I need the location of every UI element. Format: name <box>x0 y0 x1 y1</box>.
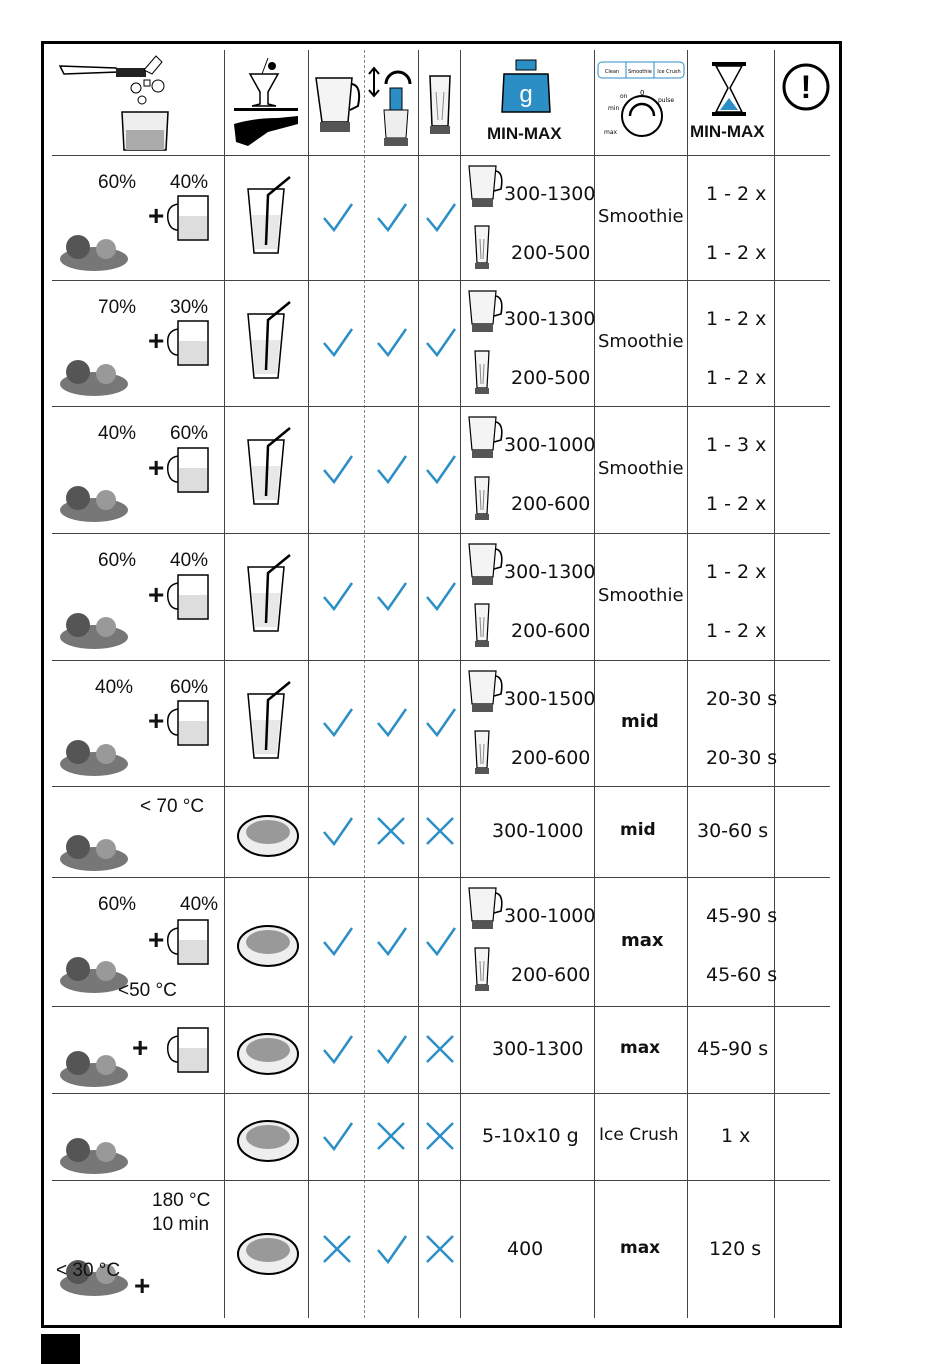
measuring-cup-icon <box>174 315 214 371</box>
dial-label-on: on <box>620 93 628 100</box>
knife-ingredients-jug-icon <box>56 50 176 150</box>
program-setting: max <box>620 1037 661 1058</box>
smoothie-glass-icon <box>244 680 296 764</box>
bottle-icon <box>472 728 492 776</box>
row-divider <box>52 155 830 156</box>
time-bottle: 1 - 2 x <box>706 242 767 264</box>
ingredient-illustration <box>54 826 164 873</box>
plus-sign: + <box>148 451 165 483</box>
program-setting: Smoothie <box>598 584 684 606</box>
column-divider <box>224 50 225 1318</box>
ingredient-percent-b: 60% <box>170 677 209 698</box>
temperature-label: < 70 °C <box>140 796 205 817</box>
ingredient-percent-a: 40% <box>98 423 137 444</box>
plus-sign: + <box>148 199 165 231</box>
time-jug: 1 - 2 x <box>706 308 767 330</box>
quantity-bottle: 200-600 <box>511 493 591 515</box>
quantity-bottle: 200-500 <box>511 367 591 389</box>
time-jug: 1 - 3 x <box>706 434 767 456</box>
check-icon <box>376 454 408 486</box>
check-icon <box>322 581 354 613</box>
program-setting: Smoothie <box>598 331 684 352</box>
dial-label-zero: 0 <box>640 89 645 97</box>
check-icon <box>376 581 408 613</box>
column-divider-dashed <box>364 50 365 1318</box>
smoothie-glass-icon <box>244 553 296 637</box>
bake-temperature-label: 180 °C <box>152 1190 211 1211</box>
dial-label-min: min <box>608 105 620 112</box>
jug-icon <box>466 541 506 587</box>
time-jug: 45-90 s <box>706 905 778 927</box>
measuring-cup-icon <box>174 190 214 246</box>
weight-unit: g <box>519 81 533 108</box>
measuring-cup-icon <box>174 914 214 970</box>
row-divider <box>52 660 830 661</box>
result-illustration <box>234 916 304 970</box>
check-icon <box>376 707 408 739</box>
cross-icon <box>425 1034 457 1066</box>
temperature-label: <50 °C <box>118 980 177 1001</box>
ingredient-illustration <box>54 1133 164 1176</box>
smoothie-glass-icon <box>244 300 296 384</box>
time-bottle: 20-30 s <box>706 747 778 769</box>
quantity: 5-10x10 g <box>482 1124 579 1147</box>
column-divider <box>594 50 595 1318</box>
program-setting: Smoothie <box>598 457 684 479</box>
plus-sign: + <box>148 705 165 736</box>
check-icon <box>322 454 354 486</box>
check-icon <box>322 926 354 958</box>
quantity-jug: 300-1300 <box>504 308 596 330</box>
ingredient-percent-a: 70% <box>98 297 137 318</box>
cross-icon <box>425 1121 457 1153</box>
assemble-bottle-icon <box>366 66 418 150</box>
cross-icon <box>425 816 457 848</box>
result-illustration <box>234 806 304 860</box>
dial-label-pulse: pulse <box>658 97 675 104</box>
quantity-jug: 300-1300 <box>504 561 596 583</box>
time: 1 x <box>721 1124 751 1147</box>
program-button-smoothie: Smoothie <box>628 69 652 75</box>
bottle-icon <box>472 945 492 993</box>
column-divider <box>460 50 461 1318</box>
quantity: 300-1300 <box>492 1037 584 1060</box>
hourglass-icon <box>708 60 754 120</box>
time: 30-60 s <box>697 819 769 842</box>
smoothie-glass-icon <box>244 175 296 259</box>
bottle-icon <box>472 223 492 271</box>
bottle-icon <box>472 474 492 522</box>
warning-symbol: ! <box>800 69 812 105</box>
ingredient-percent-b: 40% <box>170 172 209 193</box>
quantity-jug: 300-1000 <box>504 905 596 927</box>
ingredient-percent-b: 40% <box>170 550 209 571</box>
dial-label-max: max <box>604 129 618 136</box>
check-icon <box>376 926 408 958</box>
row-divider <box>52 406 830 407</box>
smoothie-glass-icon <box>244 426 296 510</box>
bottle-icon <box>426 72 456 140</box>
row-divider <box>52 1093 830 1094</box>
check-icon <box>425 707 457 739</box>
jug-icon <box>466 668 506 714</box>
jug-blender-icon <box>312 70 364 140</box>
time-jug: 1 - 2 x <box>706 561 767 583</box>
row-divider <box>52 786 830 787</box>
row-divider <box>52 280 830 281</box>
program-setting: Ice Crush <box>599 1124 679 1145</box>
check-icon <box>425 581 457 613</box>
quantity-jug: 300-1300 <box>504 183 596 205</box>
row-divider <box>52 877 830 878</box>
time-bottle: 1 - 2 x <box>706 493 767 515</box>
check-icon <box>376 327 408 359</box>
bottle-icon <box>472 601 492 649</box>
bottle-icon <box>472 348 492 396</box>
time-jug: 1 - 2 x <box>706 183 767 205</box>
time-jug: 20-30 s <box>706 688 778 710</box>
quantity-bottle: 200-600 <box>511 964 591 986</box>
time-header-label: MIN-MAX <box>690 122 765 141</box>
ingredient-percent-b: 60% <box>170 423 209 444</box>
ingredient-percent-a: 60% <box>98 172 137 193</box>
check-icon <box>322 327 354 359</box>
ingredient-percent-a: 60% <box>98 894 137 915</box>
ingredient-percent-a: 60% <box>98 550 137 571</box>
measuring-cup-icon <box>174 1022 214 1078</box>
check-icon <box>322 816 354 848</box>
row-divider <box>52 1006 830 1007</box>
row-divider <box>52 533 830 534</box>
quantity: 400 <box>507 1238 544 1260</box>
program-button-ice-crush: Ice Crush <box>657 69 681 75</box>
check-icon <box>425 327 457 359</box>
program-setting: max <box>620 1238 661 1258</box>
result-illustration <box>234 1024 304 1078</box>
plus-sign: + <box>148 923 165 955</box>
column-divider <box>774 50 775 1318</box>
result-illustration <box>234 1111 304 1165</box>
program-dial-icon <box>596 60 686 146</box>
cross-icon <box>376 1121 408 1153</box>
column-divider <box>418 50 419 1318</box>
check-icon <box>425 926 457 958</box>
quantity-bottle: 200-500 <box>511 242 591 264</box>
time-bottle: 1 - 2 x <box>706 367 767 389</box>
program-setting: max <box>621 929 664 951</box>
check-icon <box>322 1121 354 1153</box>
ingredient-percent-b: 30% <box>170 297 209 318</box>
measuring-cup-icon <box>174 442 214 498</box>
weight-header-label: MIN-MAX <box>487 124 562 143</box>
warning-icon <box>781 62 831 112</box>
weight-icon <box>498 58 554 120</box>
check-icon <box>425 454 457 486</box>
plus-sign: + <box>148 578 165 610</box>
program-button-clean: Clean <box>604 69 620 75</box>
row-divider <box>52 1180 830 1181</box>
column-divider <box>687 50 688 1318</box>
result-illustration <box>234 1224 304 1278</box>
program-setting: mid <box>621 711 659 732</box>
ingredient-percent-b: 40% <box>180 894 219 915</box>
quantity-jug: 300-1000 <box>504 434 596 456</box>
page-marker <box>41 1334 80 1364</box>
time-bottle: 1 - 2 x <box>706 620 767 642</box>
quantity-jug: 300-1500 <box>504 688 596 710</box>
measuring-cup-icon <box>174 695 214 751</box>
plus-sign: + <box>148 325 165 356</box>
cross-icon <box>425 1234 457 1266</box>
quantity-bottle: 200-600 <box>511 620 591 642</box>
cool-temperature-label: < 30 °C <box>56 1260 121 1281</box>
program-setting: Smoothie <box>598 205 684 227</box>
check-icon <box>376 1234 408 1266</box>
check-icon <box>425 202 457 234</box>
plus-sign: + <box>132 1031 149 1063</box>
time: 45-90 s <box>697 1037 769 1060</box>
bake-duration-label: 10 min <box>152 1214 210 1235</box>
check-icon <box>322 202 354 234</box>
check-icon <box>322 1034 354 1066</box>
column-divider <box>308 50 309 1318</box>
quantity-bottle: 200-600 <box>511 747 591 769</box>
measuring-cup-icon <box>174 569 214 625</box>
time-bottle: 45-60 s <box>706 964 778 986</box>
jug-icon <box>466 288 506 334</box>
check-icon <box>376 1034 408 1066</box>
plus-sign: + <box>134 1270 151 1301</box>
jug-icon <box>466 885 506 931</box>
jug-icon <box>466 414 506 460</box>
ingredient-percent-a: 40% <box>95 677 134 698</box>
cross-icon <box>376 816 408 848</box>
check-icon <box>322 707 354 739</box>
time: 120 s <box>709 1238 762 1260</box>
check-icon <box>376 202 408 234</box>
cross-icon <box>322 1234 354 1266</box>
quantity: 300-1000 <box>492 819 584 842</box>
program-setting: mid <box>620 819 656 840</box>
jug-icon <box>466 163 506 209</box>
serving-glass-hand-icon <box>228 52 304 148</box>
